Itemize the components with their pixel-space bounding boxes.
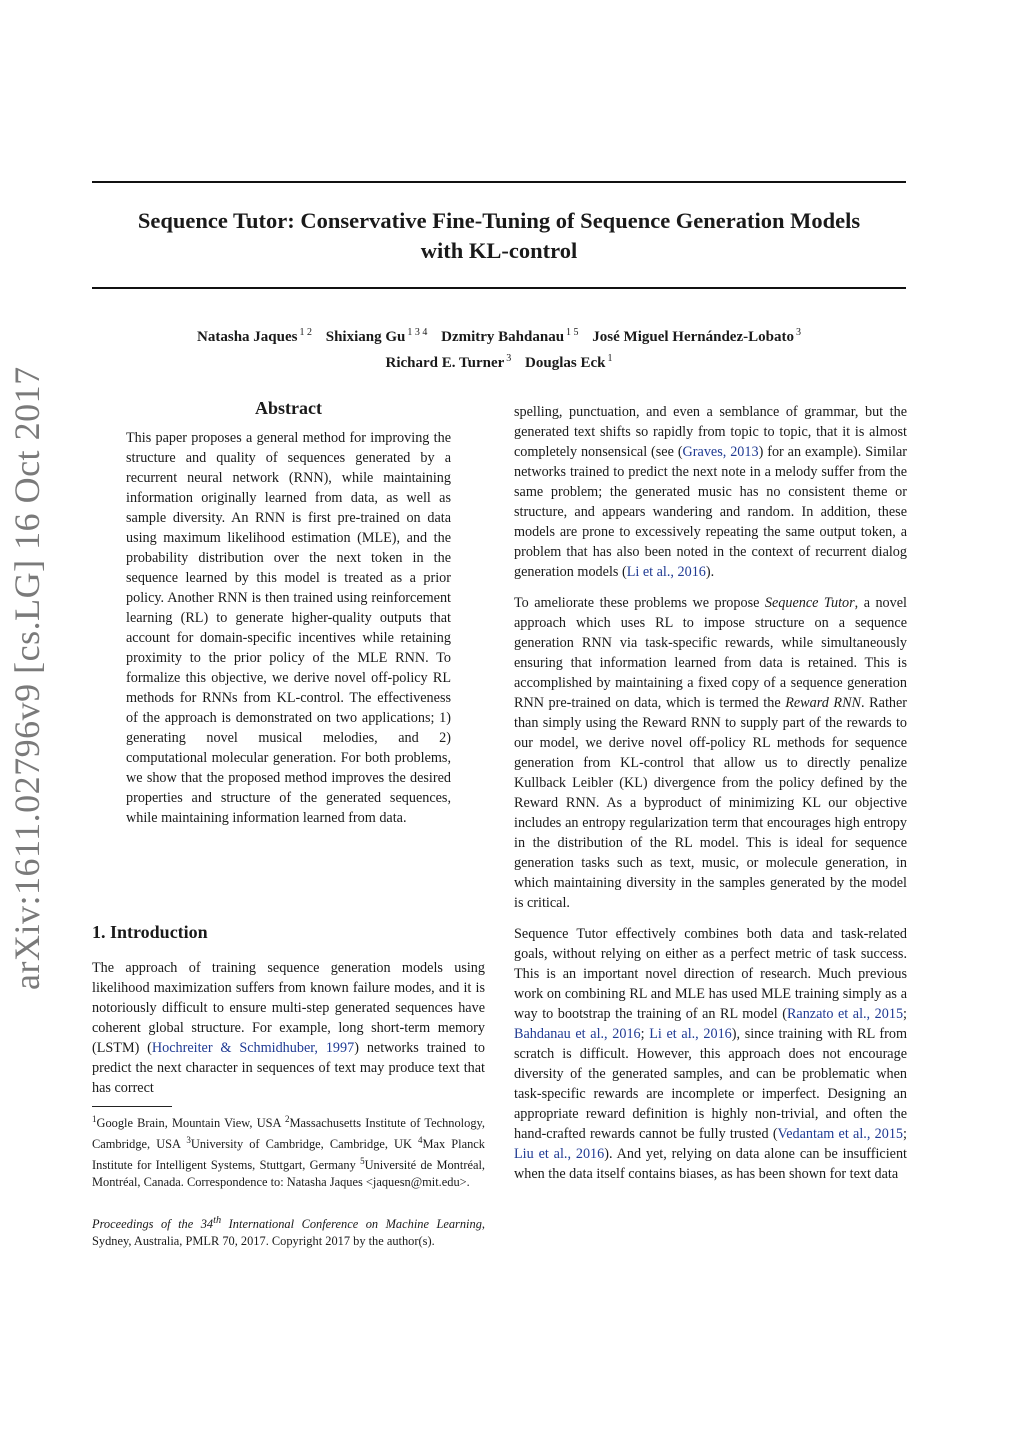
author-list: [92, 322, 906, 374]
citation-link[interactable]: Vedantam et al., 2015: [777, 1126, 904, 1142]
introduction-paragraph: The approach of training sequence generation models using likelihood maximization suffers from known failure modes, and it is notoriously difficult to ensure multi-step generated sequences have coherent global structure. For example, long short-term memory (LSTM) (Hochreiter & Schmidhuber, 1997) networks trained to predict the next character in sequences of text may produce text that has correct: [92, 960, 485, 1096]
body-paragraph: Sequence Tutor effectively combines both data and task-related goals, without relying on either as a perfect metric of task success. This is an important novel direction of research. Much previous work on combining RL and MLE has used MLE training simply as a way to bootstrap the training of an RL model (Ranzato et al., 2015; Bahdanau et al., 2016; Li et al., 2016), since training with RL from scratch is difficult. However, this approach does not encourage diversity of the generated samples, and can be problematic when task-specific rewards are incomplete or imperfect. Designing an appropriate reward definition is highly non-trivial, and often the hand-crafted rewards cannot be fully trusted (Vedantam et al., 2015; Liu et al., 2016). And yet, relying on data alone can be insufficient when the data itself contains biases, as has been shown for text data: [514, 926, 907, 1182]
citation-link[interactable]: Li et al., 2016: [649, 1026, 732, 1042]
title-rule-bottom: [92, 287, 906, 289]
affiliations-footnote: $^1$Google Brain, Mountain View, USA $^2$Massachusetts Institute of Technology, Cambridge, USA $^3$University of Cambridge, Cambridge, UK $^4$Max Planck Institute for Intelligent Systems, Stuttgart, Germany $^5$Université de Montréal, Montréal, Canada. Correspondence to: Natasha Jaques <jaquesn@mit.edu>.: [92, 1114, 486, 1190]
author: Dzmitry Bahdanau $^{1 5}$: [441, 327, 579, 345]
abstract-heading: Abstract: [255, 398, 322, 418]
citation-link[interactable]: Graves, 2013: [682, 444, 759, 460]
citation-link[interactable]: Liu et al., 2016: [514, 1146, 605, 1162]
author: José Miguel Hernández-Lobato $^3$: [592, 327, 801, 345]
author-line-2: [92, 348, 906, 374]
proceedings-note: Proceedings of the 34th International Conference on Machine Learning, Sydney, Australia, PMLR 70, 2017. Copyright 2017 by the author(s).: [92, 1215, 485, 1249]
arxiv-stamp: arXiv:1611.02796v9 [cs.LG] 16 Oct 2017: [7, 366, 47, 990]
author-line-1: [92, 322, 906, 348]
abstract-text: This paper proposes a general method for improving the structure and quality of sequences generated by a recurrent neural network (RNN), while maintaining information originally learned from data, as well as sample diversity. An RNN is first pre-trained on data using maximum likelihood estimation (MLE), and the probability distribution over the next token in the sequence learned by this model is treated as a prior policy. Another RNN is then trained using reinforcement learning (RL) to generate higher-quality outputs that account for domain-specific incentives while retaining proximity to the prior policy of the MLE RNN. To formalize this objective, we derive novel off-policy RL methods for RNNs from KL-control. The effectiveness of the approach is demonstrated on two applications; 1) generating novel musical melodies, and 2) computational molecular generation. For both problems, we show that the proposed method improves the desired properties and structure of the generated sequences, while maintaining information learned from data.: [126, 430, 451, 826]
author: Natasha Jaques $^{1 2}$: [197, 327, 312, 345]
paper-title: [92, 206, 906, 266]
title-line-2: with KL-control: [420, 238, 578, 263]
footnote-rule: [92, 1106, 172, 1107]
citation-link[interactable]: Ranzato et al., 2015: [786, 1006, 904, 1022]
citation-link[interactable]: Hochreiter & Schmidhuber, 1997: [151, 1040, 355, 1056]
citation-link[interactable]: Bahdanau et al., 2016: [514, 1026, 641, 1042]
author: Shixiang Gu $^{1 3 4}$: [325, 327, 428, 345]
title-rule-top: [92, 181, 906, 183]
right-column: [514, 402, 907, 1195]
body-paragraph: spelling, punctuation, and even a semblance of grammar, but the generated text shifts so rapidly from topic to topic, that it is almost completely nonsensical (see (Graves, 2013) for an example). Similar networks trained to predict the next note in a melody suffer from the same problem; the generated music has no consistent theme or structure, and appears wandering and random. In addition, these models are prone to excessively repeating the same output token, a problem that has also been noted in the context of recurrent dialog generation models (Li et al., 2016).: [514, 404, 908, 580]
introduction-heading: 1. Introduction: [92, 922, 208, 942]
citation-link[interactable]: Li et al., 2016: [626, 564, 706, 580]
author: Douglas Eck $^1$: [525, 353, 613, 371]
title-line-1: Sequence Tutor: Conservative Fine-Tuning of Sequence Generation Models: [137, 208, 861, 233]
body-paragraph: To ameliorate these problems we propose Sequence Tutor, a novel approach which uses RL to impose structure on a sequence generation RNN via task-specific rewards, while simultaneously ensuring that information learned from data is retained. This is accomplished by maintaining a fixed copy of a sequence generation RNN pre-trained on data, which is termed the Reward RNN. Rather than simply using the Reward RNN to supply part of the rewards to our model, we derive novel off-policy RL methods for sequence generation from KL-control that allow us to directly penalize Kullback Leibler (KL) divergence from the policy defined by the Reward RNN. As a byproduct of minimizing KL our objective includes an entropy regularization term that encourages high entropy in the distribution of the RL model. This is ideal for sequence generation tasks such as text, music, or molecule generation, in which maintaining diversity in the samples generated by the model is critical.: [514, 595, 907, 911]
author: Richard E. Turner $^3$: [385, 353, 512, 371]
